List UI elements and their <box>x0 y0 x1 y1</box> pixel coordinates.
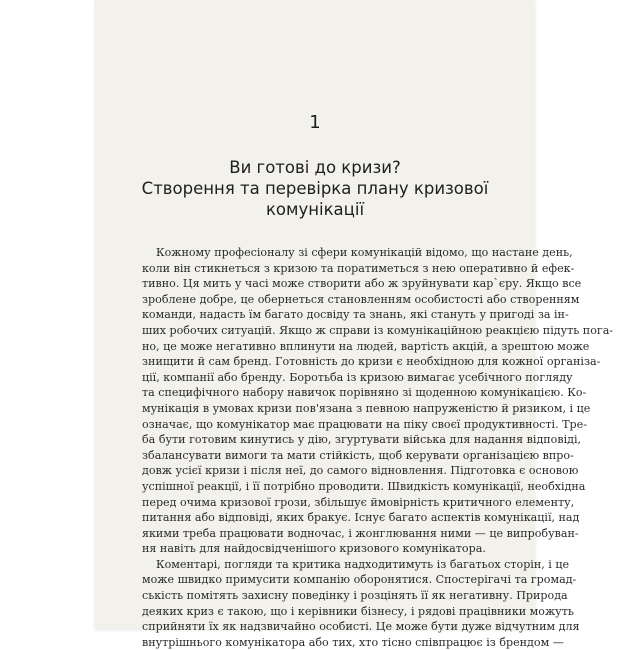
text-line: коли він стикнеться з кризою та поратиметься з нею оперативно й ефек- <box>142 261 575 275</box>
text-line: но, це може негативно вплинути на людей, вартість акцій, а зрештою може <box>142 339 590 353</box>
text-line: знищити й сам бренд. Готовність до кризи є необхідною для кожної організа- <box>142 355 601 369</box>
text-line: ших робочих ситуацій. Якщо ж справи із комунікаційною реакцією підуть пога- <box>142 323 614 337</box>
text-line: ськість помітять захисну поведінку і розцінять її як негативну. Природа <box>142 589 568 603</box>
text-line: може швидко примусити компанію оборонятися. Спостерігачі та громад- <box>142 573 577 587</box>
text-line: та специфічного набору навичок порівняно зі щоденною комунікацією. Ко- <box>142 386 587 400</box>
text-line: Коментарі, погляди та критика надходитимуть із багатьох сторін, і це <box>156 557 570 571</box>
text-line: команди, надасть їм багато досвіду та знань, які стануть у пригоді за ін- <box>142 308 569 322</box>
text-line: ції, компанії або бренду. Боротьба із кризою вимагає усебічного погляду <box>142 370 573 384</box>
chapter-title-line: комунікації <box>265 200 365 219</box>
book-page <box>95 0 614 649</box>
text-line: означає, що комунікатор має працювати на піку своєї продуктивності. Тре- <box>142 417 587 431</box>
chapter-number: 1 <box>309 112 321 133</box>
text-line: зроблене добре, це обернеться становленням особистості або створенням <box>142 292 580 306</box>
text-line: перед очима кризової грози, збільшує ймовірність критичного елементу, <box>142 495 575 509</box>
chapter-title-line: Ви готові до кризи? <box>229 158 401 177</box>
body-text <box>142 245 614 650</box>
chapter-title-line: Створення та перевірка плану кризової <box>141 179 489 198</box>
text-line: мунікація в умовах кризи пов'язана з певною напруженістю й ризиком, і це <box>142 401 591 415</box>
text-line: внутрішнього комунікатора або тих, хто тісно співпрацює із брендом — <box>142 635 564 649</box>
paragraph <box>142 557 580 650</box>
text-line: ба бути готовим кинутись у дію, згуртувати війська для надання відповіді, <box>142 433 582 447</box>
paragraph <box>142 245 614 557</box>
text-line: довж усієї кризи і після неї, до самого відновлення. Підготовка є основою <box>142 464 579 478</box>
text-line: успішної реакції, і її потрібно проводити. Швидкість комунікації, необхідна <box>142 479 586 493</box>
text-line: питання або відповіді, яких бракує. Існує багато аспектів комунікації, над <box>142 511 580 525</box>
text-line: Кожному професіоналу зі сфери комунікацій відомо, що настане день, <box>156 246 573 259</box>
text-line: якими треба працювати водночас, і жонглювання ними — це випробуван- <box>142 526 579 540</box>
text-line: збалансувати вимоги та мати стійкість, щоб керувати організацією впро- <box>142 448 574 462</box>
text-line: деяких криз є такою, що і керівники бізнесу, і рядові працівники можуть <box>142 604 574 618</box>
chapter-title <box>95 157 535 220</box>
text-line: ня навіть для найдосвідченішого кризового комунікатора. <box>142 542 486 556</box>
text-line: сприйняти їх як надзвичайно особисті. Це може бути дуже відчутним для <box>142 620 580 634</box>
text-line: тивно. Ця мить у часі може створити або ж зруйнувати кар`єру. Якщо все <box>142 277 582 291</box>
